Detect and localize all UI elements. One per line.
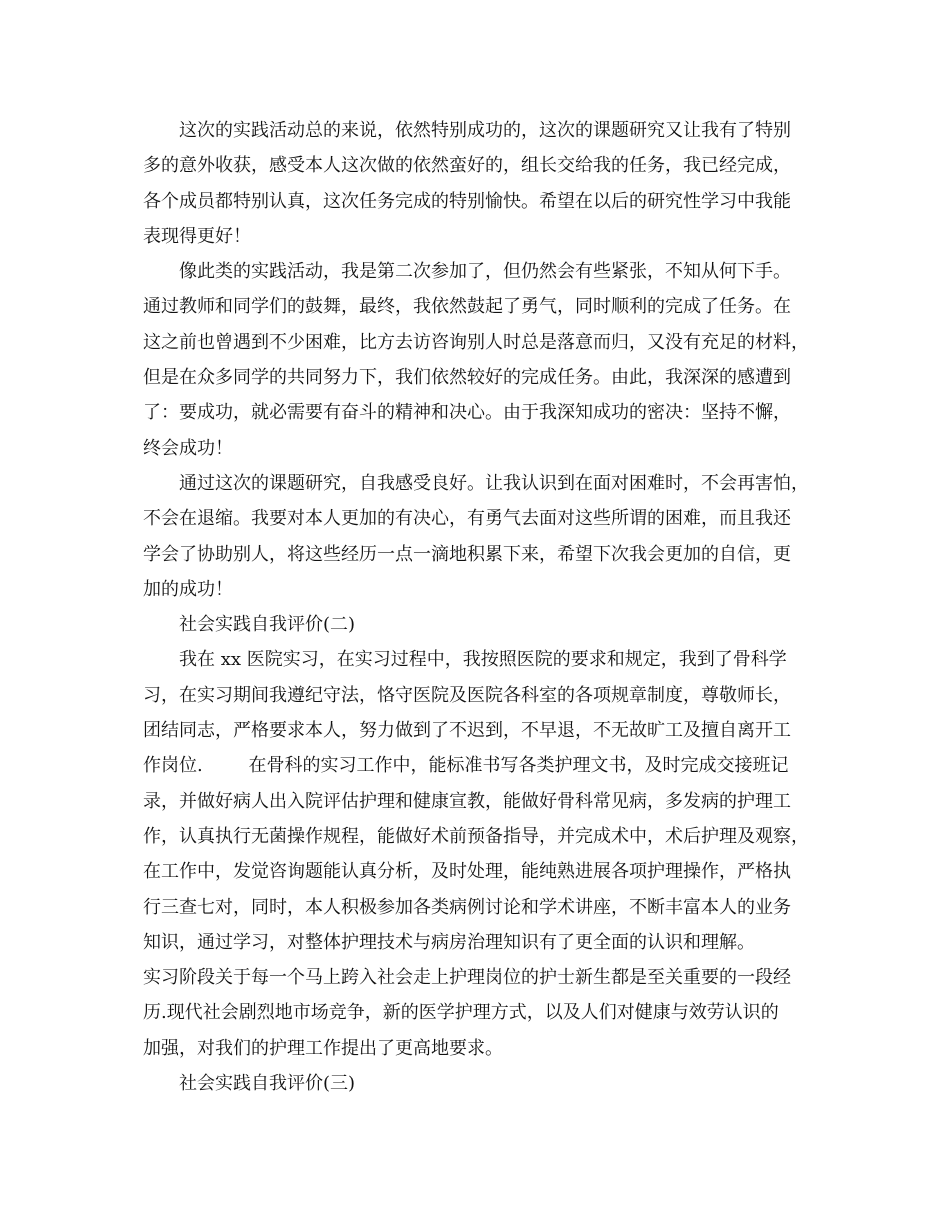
- paragraph-line: 这之前也曾遇到不少困难，比方去访咨询别人时总是落意而归，又没有充足的材料，: [143, 331, 809, 353]
- paragraph-line: 在工作中，发觉咨询题能认真分析，及时处理，能纯熟进展各项护理操作，严格执: [143, 861, 791, 883]
- section-heading: 社会实践自我评价(三): [179, 1073, 356, 1095]
- paragraph-line: 加的成功！: [143, 578, 233, 600]
- paragraph-line: 像此类的实践活动，我是第二次参加了，但仍然会有些紧张，不知从何下手。: [179, 261, 791, 283]
- paragraph-line: 了：要成功，就必需要有奋斗的精神和决心。由于我深知成功的密决：坚持不懈，: [143, 402, 791, 424]
- paragraph-line: 作岗位. 在骨科的实习工作中，能标准书写各类护理文书，及时完成交接班记: [143, 755, 789, 777]
- paragraph-line: 习，在实习期间我遵纪守法，恪守医院及医院各科室的各项规章制度，尊敬师长，: [143, 684, 791, 706]
- paragraph-line: 终会成功！: [143, 437, 233, 459]
- paragraph-line: 历.现代社会剧烈地市场竞争，新的医学护理方式，以及人们对健康与效劳认识的: [143, 1002, 779, 1024]
- paragraph-line: 但是在众多同学的共同努力下，我们依然较好的完成任务。由此，我深深的感遭到: [143, 367, 791, 389]
- paragraph-line: 这次的实践活动总的来说，依然特别成功的，这次的课题研究又让我有了特别: [179, 120, 791, 141]
- paragraph-line: 加强，对我们的护理工作提出了更高地要求。: [143, 1037, 503, 1059]
- paragraph-line: 我在 xx 医院实习，在实习过程中，我按照医院的要求和规定，我到了骨科学: [179, 649, 787, 671]
- paragraph-line: 行三查七对，同时，本人积极参加各类病例讨论和学术讲座，不断丰富本人的业务: [143, 896, 791, 918]
- section-heading: 社会实践自我评价(二): [179, 614, 356, 636]
- paragraph-line: 实习阶段关于每一个马上跨入社会走上护理岗位的护士新生都是至关重要的一段经: [143, 967, 791, 989]
- paragraph-line: 作，认真执行无菌操作规程，能做好术前预备指导，并完成术中，术后护理及观察，: [143, 825, 809, 847]
- paragraph-line: 各个成员都特别认真，这次任务完成的特别愉快。希望在以后的研究性学习中我能: [143, 190, 791, 212]
- paragraph-line: 学会了协助别人，将这些经历一点一滴地积累下来，希望下次我会更加的自信，更: [143, 543, 791, 565]
- document-body: [143, 113, 823, 1101]
- paragraph-line: 录，并做好病人出入院评估护理和健康宣教，能做好骨科常见病，多发病的护理工: [143, 790, 791, 812]
- paragraph-line: 知识，通过学习，对整体护理技术与病房治理知识有了更全面的认识和理解。: [143, 931, 755, 953]
- paragraph-line: 通过教师和同学们的鼓舞，最终，我依然鼓起了勇气，同时顺利的完成了任务。在: [143, 296, 791, 318]
- paragraph-line: 多的意外收获，感受本人这次做的依然蛮好的，组长交给我的任务，我已经完成，: [143, 155, 791, 177]
- paragraph-line: 通过这次的课题研究，自我感受良好。让我认识到在面对困难时，不会再害怕，: [179, 472, 809, 494]
- paragraph-line: 不会在退缩。我要对本人更加的有决心，有勇气去面对这些所谓的困难，而且我还: [143, 508, 791, 530]
- paragraph-line: 表现得更好！: [143, 225, 251, 247]
- paragraph-line: 团结同志，严格要求本人，努力做到了不迟到，不早退，不无故旷工及擅自离开工: [143, 720, 791, 742]
